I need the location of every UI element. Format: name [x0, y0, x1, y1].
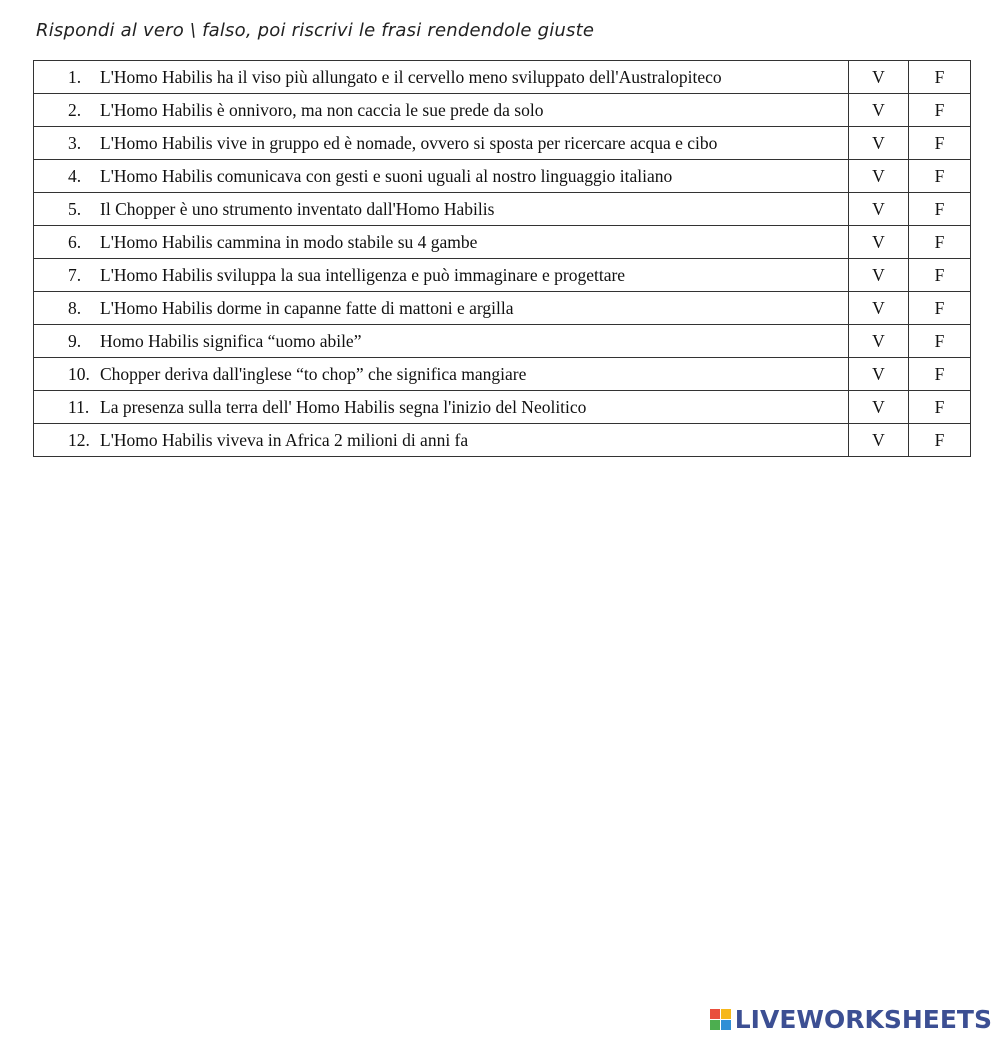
- table-row: [34, 160, 971, 193]
- statement-number: 3.: [68, 132, 82, 153]
- true-false-table: [33, 60, 971, 457]
- liveworksheets-logo: [710, 1005, 992, 1034]
- statement-text: La presenza sulla terra dell' Homo Habilis segna l'inizio del Neolitico: [100, 396, 587, 417]
- statement-number: 5.: [68, 198, 82, 219]
- statement-number: 7.: [68, 264, 82, 285]
- statement-cell: [34, 292, 849, 325]
- false-option[interactable]: F: [909, 391, 971, 424]
- false-option[interactable]: F: [909, 424, 971, 457]
- statement-cell: [34, 325, 849, 358]
- true-option[interactable]: V: [849, 325, 909, 358]
- logo-square-1: [710, 1009, 720, 1019]
- table-row: [34, 325, 971, 358]
- table-row: [34, 292, 971, 325]
- statement-number: 10.: [68, 363, 90, 384]
- statement-text: L'Homo Habilis è onnivoro, ma non caccia le sue prede da solo: [100, 99, 544, 120]
- false-option[interactable]: F: [909, 358, 971, 391]
- table-row: [34, 226, 971, 259]
- statement-text: L'Homo Habilis vive in gruppo ed è nomade, ovvero si sposta per ricercare acqua e cibo: [100, 132, 718, 153]
- statement-cell: [34, 226, 849, 259]
- statement-cell: [34, 94, 849, 127]
- true-option[interactable]: V: [849, 424, 909, 457]
- table-row: [34, 391, 971, 424]
- false-option[interactable]: F: [909, 226, 971, 259]
- statement-number: 12.: [68, 429, 90, 450]
- statement-text: L'Homo Habilis dorme in capanne fatte di mattoni e argilla: [100, 297, 514, 318]
- false-option[interactable]: F: [909, 259, 971, 292]
- false-option[interactable]: F: [909, 193, 971, 226]
- table-row: [34, 61, 971, 94]
- false-option[interactable]: F: [909, 292, 971, 325]
- true-option[interactable]: V: [849, 160, 909, 193]
- true-option[interactable]: V: [849, 292, 909, 325]
- true-option[interactable]: V: [849, 259, 909, 292]
- statement-text: L'Homo Habilis cammina in modo stabile su 4 gambe: [100, 231, 478, 252]
- statement-text: Il Chopper è uno strumento inventato dall'Homo Habilis: [100, 198, 495, 219]
- statement-text: L'Homo Habilis viveva in Africa 2 milioni di anni fa: [100, 429, 469, 450]
- statement-text: Chopper deriva dall'inglese “to chop” che significa mangiare: [100, 363, 527, 384]
- statement-number: 11.: [68, 396, 90, 417]
- true-option[interactable]: V: [849, 226, 909, 259]
- false-option[interactable]: F: [909, 160, 971, 193]
- statement-number: 1.: [68, 66, 82, 87]
- statement-text: Homo Habilis significa “uomo abile”: [100, 330, 362, 351]
- table-row: [34, 259, 971, 292]
- statement-number: 4.: [68, 165, 82, 186]
- logo-square-4: [721, 1020, 731, 1030]
- statement-text: L'Homo Habilis sviluppa la sua intelligenza e può immaginare e progettare: [100, 264, 626, 285]
- table-row: [34, 127, 971, 160]
- true-option[interactable]: V: [849, 94, 909, 127]
- statement-text: L'Homo Habilis ha il viso più allungato e il cervello meno sviluppato dell'Australopiteco: [100, 66, 722, 87]
- statement-cell: [34, 127, 849, 160]
- statement-cell: [34, 391, 849, 424]
- statement-number: 9.: [68, 330, 82, 351]
- statement-cell: [34, 358, 849, 391]
- table-row: [34, 424, 971, 457]
- true-option[interactable]: V: [849, 61, 909, 94]
- statement-cell: [34, 259, 849, 292]
- false-option[interactable]: F: [909, 325, 971, 358]
- table-row: [34, 94, 971, 127]
- table-row: [34, 358, 971, 391]
- statement-number: 6.: [68, 231, 82, 252]
- false-option[interactable]: F: [909, 127, 971, 160]
- liveworksheets-logo-icon: [710, 1009, 731, 1030]
- statement-number: 8.: [68, 297, 82, 318]
- true-option[interactable]: V: [849, 358, 909, 391]
- true-option[interactable]: V: [849, 127, 909, 160]
- false-option[interactable]: F: [909, 61, 971, 94]
- statement-cell: [34, 193, 849, 226]
- table-row: [34, 193, 971, 226]
- true-option[interactable]: V: [849, 193, 909, 226]
- statement-cell: [34, 61, 849, 94]
- statement-text: L'Homo Habilis comunicava con gesti e suoni uguali al nostro linguaggio italiano: [100, 165, 673, 186]
- false-option[interactable]: F: [909, 94, 971, 127]
- logo-square-2: [721, 1009, 731, 1019]
- worksheet-instructions: Rispondi al vero \ falso, poi riscrivi le frasi rendendole giuste: [36, 20, 595, 41]
- true-option[interactable]: V: [849, 391, 909, 424]
- brand-name: LIVEWORKSHEETS: [734, 1005, 992, 1034]
- statement-cell: [34, 160, 849, 193]
- statement-cell: [34, 424, 849, 457]
- statement-number: 2.: [68, 99, 82, 120]
- logo-square-3: [710, 1020, 720, 1030]
